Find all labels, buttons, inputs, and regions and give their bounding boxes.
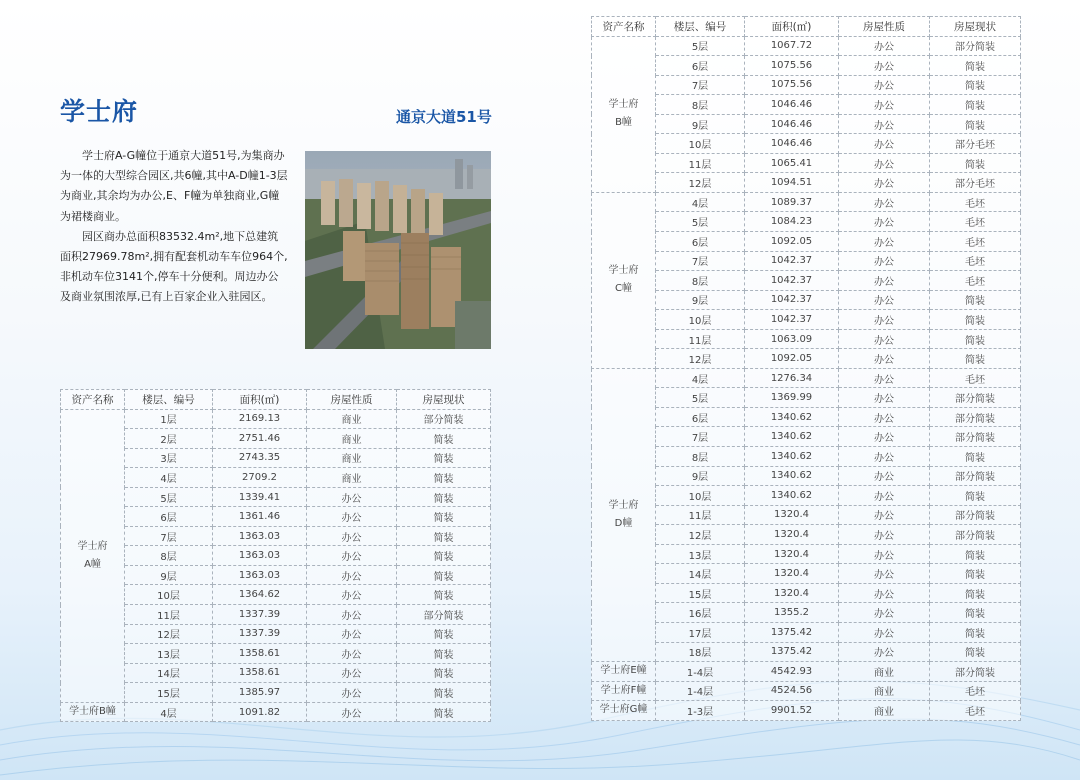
property-type-cell: 办公 [839, 95, 930, 115]
floor-cell: 13层 [125, 644, 213, 664]
table-row [592, 349, 1021, 369]
area-cell: 1075.56 [745, 56, 839, 76]
column-header: 房屋现状 [397, 390, 491, 410]
asset-name: 学士府 [608, 265, 639, 277]
area-cell: 1320.4 [745, 564, 839, 584]
floor-cell: 6层 [656, 232, 745, 252]
floor-cell: 7层 [656, 75, 745, 95]
column-header: 楼层、编号 [125, 390, 213, 410]
status-cell: 部分简装 [930, 36, 1021, 56]
table-row [61, 429, 491, 449]
status-cell: 部分简装 [930, 388, 1021, 408]
status-cell: 简装 [397, 663, 491, 683]
table-row [61, 507, 491, 527]
floor-cell: 8层 [125, 546, 213, 566]
status-cell: 简装 [930, 622, 1021, 642]
floor-cell: 4层 [125, 468, 213, 488]
property-type-cell: 办公 [839, 134, 930, 154]
property-type-cell: 办公 [307, 526, 397, 546]
area-cell: 1340.62 [745, 466, 839, 486]
area-cell: 1385.97 [213, 683, 307, 703]
status-cell: 部分简装 [930, 525, 1021, 545]
property-type-cell: 商业 [839, 681, 930, 701]
status-cell: 简装 [930, 583, 1021, 603]
status-cell: 部分简装 [397, 409, 491, 429]
aerial-building-photo [305, 151, 491, 349]
table-row [592, 173, 1021, 193]
table-row [61, 644, 491, 664]
area-cell: 1042.37 [745, 271, 839, 291]
property-type-cell: 办公 [839, 290, 930, 310]
property-type-cell: 办公 [839, 114, 930, 134]
floor-cell: 8层 [656, 447, 745, 467]
table-row [61, 565, 491, 585]
property-type-cell: 办公 [839, 603, 930, 623]
asset-name-cell [592, 36, 656, 192]
area-cell: 1276.34 [745, 368, 839, 388]
area-cell: 1375.42 [745, 642, 839, 662]
status-cell: 简装 [397, 702, 491, 722]
area-cell: 1042.37 [745, 251, 839, 271]
area-cell: 1369.99 [745, 388, 839, 408]
property-type-cell: 办公 [839, 212, 930, 232]
asset-name: 学士府 [608, 499, 639, 511]
status-cell: 毛坯 [930, 681, 1021, 701]
floor-cell: 9层 [656, 290, 745, 310]
status-cell: 简装 [930, 642, 1021, 662]
status-cell: 毛坯 [930, 192, 1021, 212]
floor-cell: 14层 [125, 663, 213, 683]
table-row [592, 583, 1021, 603]
table-row [592, 486, 1021, 506]
table-row [592, 212, 1021, 232]
table-row [592, 681, 1021, 701]
status-cell: 简装 [397, 448, 491, 468]
table-row [592, 368, 1021, 388]
floor-cell: 6层 [656, 56, 745, 76]
property-type-cell: 商业 [307, 429, 397, 449]
area-cell: 1363.03 [213, 546, 307, 566]
property-type-cell: 办公 [839, 642, 930, 662]
property-type-cell: 办公 [839, 310, 930, 330]
property-type-cell: 办公 [839, 349, 930, 369]
floor-cell: 1层 [125, 409, 213, 429]
asset-name: 学士府G幢 [599, 704, 648, 716]
area-cell: 1361.46 [213, 507, 307, 527]
floor-cell: 12层 [656, 173, 745, 193]
asset-name-cell [592, 368, 656, 661]
status-cell: 简装 [397, 565, 491, 585]
floor-cell: 1-4层 [656, 662, 745, 682]
floor-cell: 1-4层 [656, 681, 745, 701]
property-type-cell: 办公 [307, 507, 397, 527]
property-type-cell: 办公 [839, 564, 930, 584]
table-row [61, 409, 491, 429]
table-row [592, 310, 1021, 330]
table-row [592, 622, 1021, 642]
table-row [592, 329, 1021, 349]
area-cell: 1364.62 [213, 585, 307, 605]
area-cell: 1320.4 [745, 583, 839, 603]
area-cell: 1358.61 [213, 644, 307, 664]
column-header: 房屋性质 [839, 17, 930, 37]
asset-name: 学士府B幢 [69, 706, 116, 718]
table-header-row [592, 17, 1021, 37]
column-header: 资产名称 [61, 390, 125, 410]
status-cell: 简装 [397, 624, 491, 644]
property-type-cell: 办公 [839, 271, 930, 291]
asset-name: 学士府F幢 [600, 684, 647, 696]
status-cell: 简装 [930, 95, 1021, 115]
status-cell: 毛坯 [930, 701, 1021, 721]
asset-name-cell [61, 702, 125, 722]
table-row [592, 114, 1021, 134]
floor-cell: 11层 [656, 329, 745, 349]
table-row [61, 702, 491, 722]
area-cell: 1320.4 [745, 544, 839, 564]
table-row [592, 271, 1021, 291]
floor-cell: 7层 [125, 526, 213, 546]
asset-name: A幢 [84, 558, 101, 570]
floor-cell: 18层 [656, 642, 745, 662]
address-heading: 通京大道51号 [396, 108, 492, 126]
property-type-cell: 办公 [839, 583, 930, 603]
floor-cell: 8层 [656, 271, 745, 291]
property-type-cell: 商业 [307, 448, 397, 468]
asset-name: C幢 [615, 283, 632, 295]
property-type-cell: 商业 [839, 701, 930, 721]
floor-cell: 2层 [125, 429, 213, 449]
asset-name: 学士府E幢 [600, 665, 647, 677]
table-row [61, 683, 491, 703]
area-cell: 1358.61 [213, 663, 307, 683]
table-row [592, 505, 1021, 525]
property-type-cell: 办公 [839, 525, 930, 545]
table-row [592, 701, 1021, 721]
floor-cell: 13层 [656, 544, 745, 564]
status-cell: 简装 [397, 546, 491, 566]
status-cell: 简装 [930, 544, 1021, 564]
floor-cell: 16层 [656, 603, 745, 623]
floor-cell: 12层 [125, 624, 213, 644]
column-header: 房屋性质 [307, 390, 397, 410]
floor-cell: 10层 [125, 585, 213, 605]
asset-name: B幢 [615, 117, 632, 129]
floor-cell: 17层 [656, 622, 745, 642]
status-cell: 简装 [397, 683, 491, 703]
status-cell: 毛坯 [930, 368, 1021, 388]
area-cell: 2709.2 [213, 468, 307, 488]
table-header-row [61, 390, 491, 410]
property-type-cell: 办公 [839, 466, 930, 486]
area-cell: 2743.35 [213, 448, 307, 468]
property-type-cell: 办公 [839, 407, 930, 427]
property-type-cell: 办公 [839, 622, 930, 642]
status-cell: 毛坯 [930, 212, 1021, 232]
status-cell: 部分简装 [397, 605, 491, 625]
table-row [61, 526, 491, 546]
floor-cell: 1-3层 [656, 701, 745, 721]
status-cell: 部分简装 [930, 505, 1021, 525]
property-type-cell: 办公 [839, 486, 930, 506]
table-row [592, 56, 1021, 76]
table-row [61, 663, 491, 683]
table-row [592, 564, 1021, 584]
status-cell: 简装 [397, 644, 491, 664]
area-cell: 1091.82 [213, 702, 307, 722]
property-type-cell: 办公 [839, 192, 930, 212]
area-cell: 1067.72 [745, 36, 839, 56]
status-cell: 简装 [930, 329, 1021, 349]
status-cell: 毛坯 [930, 232, 1021, 252]
status-cell: 毛坯 [930, 251, 1021, 271]
area-cell: 1065.41 [745, 153, 839, 173]
column-header: 面积(㎡) [745, 17, 839, 37]
status-cell: 简装 [930, 349, 1021, 369]
area-cell: 1089.37 [745, 192, 839, 212]
status-cell: 简装 [930, 114, 1021, 134]
asset-name-cell [592, 701, 656, 721]
floor-cell: 7层 [656, 427, 745, 447]
page-title: 学士府 [60, 97, 139, 126]
floor-cell: 3层 [125, 448, 213, 468]
area-cell: 1042.37 [745, 310, 839, 330]
floor-cell: 11层 [656, 153, 745, 173]
table-row [592, 153, 1021, 173]
area-cell: 1337.39 [213, 605, 307, 625]
asset-name-cell [592, 662, 656, 682]
floor-cell: 4层 [656, 368, 745, 388]
floor-cell: 15层 [125, 683, 213, 703]
area-cell: 1320.4 [745, 505, 839, 525]
property-type-cell: 办公 [839, 232, 930, 252]
table-row [61, 585, 491, 605]
status-cell: 简装 [930, 153, 1021, 173]
floor-cell: 8层 [656, 95, 745, 115]
area-cell: 1075.56 [745, 75, 839, 95]
area-cell: 1320.4 [745, 525, 839, 545]
floor-cell: 4层 [656, 192, 745, 212]
floor-cell: 11层 [656, 505, 745, 525]
area-cell: 2751.46 [213, 429, 307, 449]
area-cell: 9901.52 [745, 701, 839, 721]
area-cell: 1340.62 [745, 447, 839, 467]
area-cell: 1340.62 [745, 407, 839, 427]
floor-cell: 5层 [656, 212, 745, 232]
table-row [592, 232, 1021, 252]
floor-cell: 4层 [125, 702, 213, 722]
status-cell: 简装 [930, 603, 1021, 623]
area-cell: 4542.93 [745, 662, 839, 682]
property-type-cell: 办公 [839, 388, 930, 408]
floor-cell: 5层 [656, 388, 745, 408]
floor-cell: 10层 [656, 134, 745, 154]
floor-cell: 9层 [125, 565, 213, 585]
property-type-cell: 办公 [839, 36, 930, 56]
area-cell: 1339.41 [213, 487, 307, 507]
status-cell: 简装 [397, 468, 491, 488]
area-cell: 1355.2 [745, 603, 839, 623]
area-cell: 1340.62 [745, 427, 839, 447]
property-type-cell: 办公 [839, 75, 930, 95]
status-cell: 简装 [397, 487, 491, 507]
table-row [592, 603, 1021, 623]
area-cell: 1084.23 [745, 212, 839, 232]
property-type-cell: 办公 [307, 605, 397, 625]
area-cell: 1042.37 [745, 290, 839, 310]
table-row [592, 427, 1021, 447]
area-cell: 1337.39 [213, 624, 307, 644]
status-cell: 部分简装 [930, 662, 1021, 682]
intro-paragraph: 园区商办总面积83532.4m²,地下总建筑面积27969.78m²,拥有配套机动车车位964个,非机动车位3141个,停车十分便利。周边办公及商业氛围浓厚,已有上百家企业入驻园区。 [60, 229, 288, 304]
table-row [592, 662, 1021, 682]
area-cell: 1375.42 [745, 622, 839, 642]
property-type-cell: 办公 [307, 644, 397, 664]
table-row [592, 95, 1021, 115]
property-type-cell: 办公 [307, 663, 397, 683]
area-cell: 1063.09 [745, 329, 839, 349]
status-cell: 简装 [930, 290, 1021, 310]
table-row [592, 525, 1021, 545]
status-cell: 简装 [397, 585, 491, 605]
asset-name-cell [592, 192, 656, 368]
table-row [592, 388, 1021, 408]
property-type-cell: 商业 [307, 409, 397, 429]
area-cell: 1363.03 [213, 526, 307, 546]
table-row [592, 447, 1021, 467]
property-type-cell: 办公 [839, 427, 930, 447]
property-type-cell: 办公 [839, 544, 930, 564]
table-row [61, 487, 491, 507]
status-cell: 简装 [397, 429, 491, 449]
floor-cell: 6层 [125, 507, 213, 527]
status-cell: 简装 [930, 75, 1021, 95]
asset-name: 学士府 [608, 99, 639, 111]
property-type-cell: 商业 [839, 662, 930, 682]
property-type-cell: 办公 [839, 56, 930, 76]
status-cell: 简装 [397, 526, 491, 546]
status-cell: 部分毛坯 [930, 134, 1021, 154]
property-type-cell: 商业 [307, 468, 397, 488]
status-cell: 简装 [930, 56, 1021, 76]
status-cell: 简装 [930, 310, 1021, 330]
area-cell: 1094.51 [745, 173, 839, 193]
property-type-cell: 办公 [839, 173, 930, 193]
property-type-cell: 办公 [839, 251, 930, 271]
property-type-cell: 办公 [307, 487, 397, 507]
status-cell: 部分毛坯 [930, 173, 1021, 193]
asset-name-cell [61, 409, 125, 702]
table-row [592, 407, 1021, 427]
property-type-cell: 办公 [839, 447, 930, 467]
table-row [592, 466, 1021, 486]
property-type-cell: 办公 [839, 329, 930, 349]
asset-table-right [591, 16, 1021, 721]
floor-cell: 7层 [656, 251, 745, 271]
area-cell: 1046.46 [745, 95, 839, 115]
status-cell: 简装 [397, 507, 491, 527]
column-header: 面积(㎡) [213, 390, 307, 410]
table-row [592, 192, 1021, 212]
table-row [61, 624, 491, 644]
property-type-cell: 办公 [307, 624, 397, 644]
floor-cell: 12层 [656, 525, 745, 545]
floor-cell: 10层 [656, 486, 745, 506]
column-header: 楼层、编号 [656, 17, 745, 37]
floor-cell: 5层 [125, 487, 213, 507]
area-cell: 1046.46 [745, 134, 839, 154]
area-cell: 4524.56 [745, 681, 839, 701]
property-type-cell: 办公 [307, 585, 397, 605]
area-cell: 1046.46 [745, 114, 839, 134]
asset-name-cell [592, 681, 656, 701]
floor-cell: 10层 [656, 310, 745, 330]
property-type-cell: 办公 [307, 546, 397, 566]
table-row [61, 448, 491, 468]
property-type-cell: 办公 [839, 505, 930, 525]
area-cell: 1340.62 [745, 486, 839, 506]
floor-cell: 5层 [656, 36, 745, 56]
table-row [61, 468, 491, 488]
status-cell: 简装 [930, 564, 1021, 584]
property-type-cell: 办公 [307, 565, 397, 585]
floor-cell: 9层 [656, 466, 745, 486]
floor-cell: 14层 [656, 564, 745, 584]
asset-name: 学士府 [77, 540, 108, 552]
floor-cell: 15层 [656, 583, 745, 603]
property-type-cell: 办公 [307, 683, 397, 703]
floor-cell: 12层 [656, 349, 745, 369]
area-cell: 2169.13 [213, 409, 307, 429]
area-cell: 1092.05 [745, 349, 839, 369]
floor-cell: 6层 [656, 407, 745, 427]
area-cell: 1363.03 [213, 565, 307, 585]
status-cell: 部分简装 [930, 466, 1021, 486]
asset-table-left [60, 389, 491, 722]
status-cell: 部分简装 [930, 427, 1021, 447]
table-row [592, 290, 1021, 310]
table-row [592, 642, 1021, 662]
status-cell: 部分简装 [930, 407, 1021, 427]
floor-cell: 11层 [125, 605, 213, 625]
status-cell: 毛坯 [930, 271, 1021, 291]
status-cell: 简装 [930, 486, 1021, 506]
area-cell: 1092.05 [745, 232, 839, 252]
intro-text [60, 146, 288, 308]
property-type-cell: 办公 [839, 153, 930, 173]
property-type-cell: 办公 [839, 368, 930, 388]
table-row [61, 605, 491, 625]
floor-cell: 9层 [656, 114, 745, 134]
intro-paragraph: 学士府A-G幢位于通京大道51号,为集商办为一体的大型综合园区,共6幢,其中A-D幢1-3层为商业,其余均为办公,E、F幢为单独商业,G幢为裙楼商业。 [60, 149, 288, 223]
table-row [592, 544, 1021, 564]
property-type-cell: 办公 [307, 702, 397, 722]
column-header: 房屋现状 [930, 17, 1021, 37]
table-row [592, 36, 1021, 56]
column-header: 资产名称 [592, 17, 656, 37]
status-cell: 简装 [930, 447, 1021, 467]
table-row [592, 134, 1021, 154]
table-row [61, 546, 491, 566]
table-row [592, 75, 1021, 95]
asset-name: D幢 [614, 517, 633, 529]
table-row [592, 251, 1021, 271]
